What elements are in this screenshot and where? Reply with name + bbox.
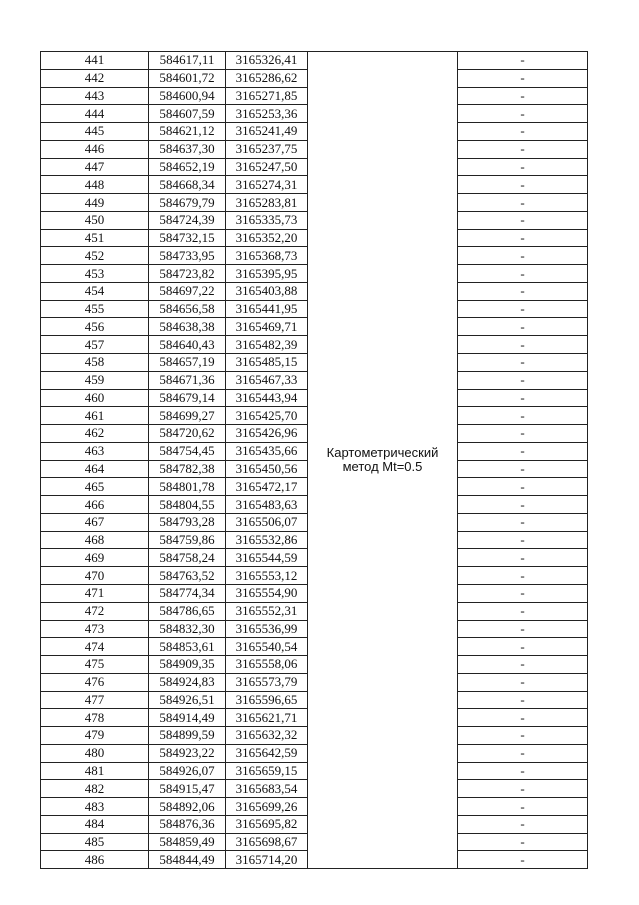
point-number-cell: 456 [41,318,149,336]
y-coordinate-cell: 3165485,15 [226,354,308,372]
accuracy-cell: - [458,851,588,869]
y-coordinate-cell: 3165469,71 [226,318,308,336]
accuracy-cell: - [458,567,588,585]
x-coordinate-cell: 584607,59 [149,105,226,123]
accuracy-cell: - [458,176,588,194]
y-coordinate-cell: 3165247,50 [226,158,308,176]
x-coordinate-cell: 584652,19 [149,158,226,176]
y-coordinate-cell: 3165286,62 [226,69,308,87]
method-cell [308,52,458,869]
x-coordinate-cell: 584915,47 [149,780,226,798]
accuracy-cell: - [458,389,588,407]
point-number-cell: 454 [41,282,149,300]
y-coordinate-cell: 3165699,26 [226,798,308,816]
x-coordinate-cell: 584759,86 [149,531,226,549]
accuracy-cell: - [458,247,588,265]
accuracy-cell: - [458,798,588,816]
point-number-cell: 444 [41,105,149,123]
x-coordinate-cell: 584601,72 [149,69,226,87]
accuracy-cell: - [458,229,588,247]
accuracy-cell: - [458,140,588,158]
accuracy-cell: - [458,407,588,425]
accuracy-cell: - [458,318,588,336]
y-coordinate-cell: 3165472,17 [226,478,308,496]
accuracy-cell: - [458,194,588,212]
point-number-cell: 471 [41,584,149,602]
point-number-cell: 466 [41,496,149,514]
point-number-cell: 463 [41,442,149,460]
x-coordinate-cell: 584679,14 [149,389,226,407]
point-number-cell: 449 [41,194,149,212]
y-coordinate-cell: 3165241,49 [226,123,308,141]
x-coordinate-cell: 584793,28 [149,513,226,531]
y-coordinate-cell: 3165271,85 [226,87,308,105]
y-coordinate-cell: 3165714,20 [226,851,308,869]
y-coordinate-cell: 3165552,31 [226,602,308,620]
x-coordinate-cell: 584732,15 [149,229,226,247]
point-number-cell: 450 [41,211,149,229]
y-coordinate-cell: 3165573,79 [226,673,308,691]
method-line-1: Картометрический [326,445,439,461]
x-coordinate-cell: 584844,49 [149,851,226,869]
point-number-cell: 441 [41,52,149,70]
x-coordinate-cell: 584638,38 [149,318,226,336]
point-number-cell: 448 [41,176,149,194]
x-coordinate-cell: 584758,24 [149,549,226,567]
coordinates-table [40,51,588,869]
y-coordinate-cell: 3165621,71 [226,709,308,727]
x-coordinate-cell: 584733,95 [149,247,226,265]
coordinates-table-body [41,52,588,869]
y-coordinate-cell: 3165352,20 [226,229,308,247]
y-coordinate-cell: 3165553,12 [226,567,308,585]
y-coordinate-cell: 3165443,94 [226,389,308,407]
accuracy-cell: - [458,211,588,229]
point-number-cell: 447 [41,158,149,176]
x-coordinate-cell: 584876,36 [149,815,226,833]
y-coordinate-cell: 3165274,31 [226,176,308,194]
x-coordinate-cell: 584782,38 [149,460,226,478]
accuracy-cell: - [458,265,588,283]
method-line-2: метод Mt=0.5 [342,459,423,475]
accuracy-cell: - [458,620,588,638]
x-coordinate-cell: 584926,51 [149,691,226,709]
accuracy-cell: - [458,52,588,70]
accuracy-cell: - [458,673,588,691]
point-number-cell: 480 [41,744,149,762]
y-coordinate-cell: 3165441,95 [226,300,308,318]
x-coordinate-cell: 584853,61 [149,638,226,656]
accuracy-cell: - [458,300,588,318]
point-number-cell: 460 [41,389,149,407]
accuracy-cell: - [458,744,588,762]
x-coordinate-cell: 584892,06 [149,798,226,816]
point-number-cell: 457 [41,336,149,354]
accuracy-cell: - [458,815,588,833]
point-number-cell: 469 [41,549,149,567]
y-coordinate-cell: 3165554,90 [226,584,308,602]
accuracy-cell: - [458,833,588,851]
y-coordinate-cell: 3165536,99 [226,620,308,638]
point-number-cell: 453 [41,265,149,283]
accuracy-cell: - [458,425,588,443]
point-number-cell: 459 [41,371,149,389]
x-coordinate-cell: 584697,22 [149,282,226,300]
x-coordinate-cell: 584804,55 [149,496,226,514]
point-number-cell: 475 [41,656,149,674]
accuracy-cell: - [458,709,588,727]
x-coordinate-cell: 584723,82 [149,265,226,283]
point-number-cell: 468 [41,531,149,549]
x-coordinate-cell: 584621,12 [149,123,226,141]
y-coordinate-cell: 3165683,54 [226,780,308,798]
point-number-cell: 451 [41,229,149,247]
accuracy-cell: - [458,460,588,478]
point-number-cell: 464 [41,460,149,478]
y-coordinate-cell: 3165283,81 [226,194,308,212]
y-coordinate-cell: 3165403,88 [226,282,308,300]
y-coordinate-cell: 3165596,65 [226,691,308,709]
x-coordinate-cell: 584656,58 [149,300,226,318]
accuracy-cell: - [458,727,588,745]
x-coordinate-cell: 584724,39 [149,211,226,229]
accuracy-cell: - [458,549,588,567]
accuracy-cell: - [458,584,588,602]
accuracy-cell: - [458,123,588,141]
y-coordinate-cell: 3165540,54 [226,638,308,656]
y-coordinate-cell: 3165326,41 [226,52,308,70]
point-number-cell: 467 [41,513,149,531]
accuracy-cell: - [458,762,588,780]
point-number-cell: 477 [41,691,149,709]
x-coordinate-cell: 584720,62 [149,425,226,443]
accuracy-cell: - [458,656,588,674]
y-coordinate-cell: 3165435,66 [226,442,308,460]
accuracy-cell: - [458,780,588,798]
x-coordinate-cell: 584909,35 [149,656,226,674]
point-number-cell: 445 [41,123,149,141]
point-number-cell: 482 [41,780,149,798]
y-coordinate-cell: 3165425,70 [226,407,308,425]
point-number-cell: 446 [41,140,149,158]
point-number-cell: 452 [41,247,149,265]
y-coordinate-cell: 3165532,86 [226,531,308,549]
accuracy-cell: - [458,602,588,620]
x-coordinate-cell: 584926,07 [149,762,226,780]
x-coordinate-cell: 584774,34 [149,584,226,602]
x-coordinate-cell: 584801,78 [149,478,226,496]
x-coordinate-cell: 584899,59 [149,727,226,745]
accuracy-cell: - [458,478,588,496]
y-coordinate-cell: 3165483,63 [226,496,308,514]
y-coordinate-cell: 3165695,82 [226,815,308,833]
point-number-cell: 479 [41,727,149,745]
accuracy-cell: - [458,158,588,176]
x-coordinate-cell: 584699,27 [149,407,226,425]
accuracy-cell: - [458,354,588,372]
x-coordinate-cell: 584617,11 [149,52,226,70]
y-coordinate-cell: 3165558,06 [226,656,308,674]
x-coordinate-cell: 584754,45 [149,442,226,460]
point-number-cell: 481 [41,762,149,780]
x-coordinate-cell: 584786,65 [149,602,226,620]
x-coordinate-cell: 584832,30 [149,620,226,638]
x-coordinate-cell: 584637,30 [149,140,226,158]
x-coordinate-cell: 584671,36 [149,371,226,389]
accuracy-cell: - [458,531,588,549]
accuracy-cell: - [458,496,588,514]
y-coordinate-cell: 3165237,75 [226,140,308,158]
x-coordinate-cell: 584668,34 [149,176,226,194]
x-coordinate-cell: 584763,52 [149,567,226,585]
accuracy-cell: - [458,87,588,105]
point-number-cell: 485 [41,833,149,851]
y-coordinate-cell: 3165450,56 [226,460,308,478]
point-number-cell: 472 [41,602,149,620]
y-coordinate-cell: 3165506,07 [226,513,308,531]
point-number-cell: 470 [41,567,149,585]
accuracy-cell: - [458,69,588,87]
y-coordinate-cell: 3165642,59 [226,744,308,762]
y-coordinate-cell: 3165335,73 [226,211,308,229]
accuracy-cell: - [458,282,588,300]
x-coordinate-cell: 584914,49 [149,709,226,727]
accuracy-cell: - [458,442,588,460]
y-coordinate-cell: 3165698,67 [226,833,308,851]
y-coordinate-cell: 3165368,73 [226,247,308,265]
point-number-cell: 474 [41,638,149,656]
point-number-cell: 476 [41,673,149,691]
point-number-cell: 484 [41,815,149,833]
x-coordinate-cell: 584859,49 [149,833,226,851]
x-coordinate-cell: 584923,22 [149,744,226,762]
point-number-cell: 455 [41,300,149,318]
accuracy-cell: - [458,513,588,531]
y-coordinate-cell: 3165632,32 [226,727,308,745]
accuracy-cell: - [458,691,588,709]
accuracy-cell: - [458,336,588,354]
point-number-cell: 462 [41,425,149,443]
y-coordinate-cell: 3165467,33 [226,371,308,389]
y-coordinate-cell: 3165426,96 [226,425,308,443]
accuracy-cell: - [458,371,588,389]
x-coordinate-cell: 584924,83 [149,673,226,691]
point-number-cell: 473 [41,620,149,638]
point-number-cell: 458 [41,354,149,372]
x-coordinate-cell: 584600,94 [149,87,226,105]
point-number-cell: 465 [41,478,149,496]
point-number-cell: 443 [41,87,149,105]
point-number-cell: 461 [41,407,149,425]
accuracy-cell: - [458,105,588,123]
y-coordinate-cell: 3165253,36 [226,105,308,123]
x-coordinate-cell: 584657,19 [149,354,226,372]
point-number-cell: 483 [41,798,149,816]
y-coordinate-cell: 3165544,59 [226,549,308,567]
accuracy-cell: - [458,638,588,656]
y-coordinate-cell: 3165659,15 [226,762,308,780]
table-row [41,52,588,70]
y-coordinate-cell: 3165482,39 [226,336,308,354]
point-number-cell: 478 [41,709,149,727]
x-coordinate-cell: 584679,79 [149,194,226,212]
point-number-cell: 486 [41,851,149,869]
x-coordinate-cell: 584640,43 [149,336,226,354]
point-number-cell: 442 [41,69,149,87]
y-coordinate-cell: 3165395,95 [226,265,308,283]
